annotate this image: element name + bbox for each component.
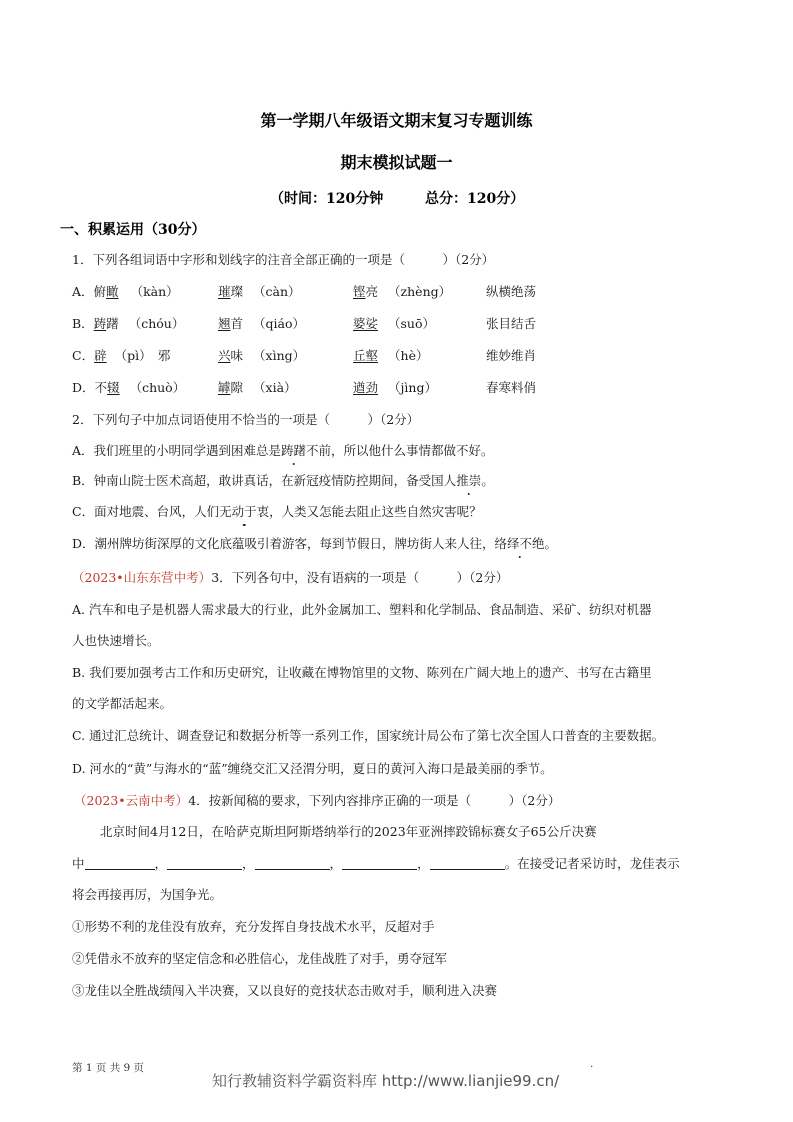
underlined-char: 翘 xyxy=(218,316,231,331)
pinyin: （càn） xyxy=(253,284,301,299)
text: 。 xyxy=(481,473,494,488)
underlined-char: 踌 xyxy=(93,316,107,331)
footer-watermark: 知行教辅资料学霸资料库 http://www.lianjie99.cn/ xyxy=(212,1072,560,1090)
q1-stem: 1．下列各组词语中字形和划线字的注音全部正确的一项是（ ）（2分） xyxy=(72,252,495,267)
separator: ， xyxy=(154,856,168,871)
text: 。在接受记者采访时，龙佳表示 xyxy=(504,856,680,871)
dotted-word: 无动于衷 xyxy=(219,504,270,519)
text: A．我们班里的小明同学遇到困难总是 xyxy=(72,443,282,458)
pinyin: （qiáo） xyxy=(253,316,306,331)
document-subtitle: 期末模拟试题一 xyxy=(340,153,453,172)
underlined-char: 辟 xyxy=(94,348,107,363)
source-tag: （2023•云南中考） xyxy=(74,793,189,808)
dotted-word: 推崇 xyxy=(456,473,482,488)
pinyin: （zhèng） xyxy=(388,284,452,299)
text: 不前，所以他什么事情都做不好。 xyxy=(306,443,494,458)
separator: ， xyxy=(329,856,343,871)
q4-passage-line3: 将会再接再厉，为国争光。 xyxy=(72,887,223,902)
q4-stem xyxy=(74,792,560,810)
text: D．潮州牌坊街深厚的文化底蕴吸引着游客，每到节假日，牌坊街人来人往， xyxy=(72,536,495,551)
pinyin: （pì） 邪 xyxy=(114,348,171,363)
separator: ， xyxy=(242,856,255,871)
text: 中 xyxy=(72,856,85,871)
q3-option-d: D. 河水的“黄”与海水的“蓝”缠绕交汇又泾渭分明，夏日的黄河入海口是最美丽的季节。 xyxy=(72,761,553,776)
option-label: C． xyxy=(72,348,95,363)
underlined-char: 罅 xyxy=(218,380,231,395)
option-label: A． xyxy=(72,284,94,299)
pinyin: （hè） xyxy=(388,348,429,363)
q2-option-a xyxy=(72,442,494,460)
q2-option-b xyxy=(72,472,494,490)
pinyin: （suō） xyxy=(388,316,436,331)
word-part: 躇 xyxy=(106,316,119,331)
underlined-char: 遒劲 xyxy=(353,380,379,395)
option-label: B． xyxy=(72,316,94,331)
pinyin: （xìng） xyxy=(253,348,306,363)
q3-option-b-line1: B. 我们要加强考古工作和历史研究，让收藏在博物馆里的文物、陈列在广阔大地上的遗产、书写在古籍里 xyxy=(72,665,652,680)
word: 春寒料俏 xyxy=(486,380,537,395)
word: 维妙维肖 xyxy=(486,348,537,363)
text: ，人类又怎能去阻止这些自然灾害呢？ xyxy=(269,504,482,519)
separator: ， xyxy=(417,856,430,871)
footer-dot: . xyxy=(590,1058,594,1070)
answer-blank-5[interactable] xyxy=(430,855,505,870)
stem-text: 3．下列各句中，没有语病的一项是（ ）（2分） xyxy=(211,570,509,585)
underlined-char: 璀 xyxy=(218,284,231,299)
underlined-char: 辍 xyxy=(107,380,120,395)
q3-stem xyxy=(72,569,508,587)
pinyin: （jìng） xyxy=(388,380,437,395)
q3-option-b-line2: 的文学都活起来。 xyxy=(72,696,173,711)
word: 张目结舌 xyxy=(486,316,537,331)
word-part: 俯 xyxy=(93,284,107,299)
answer-blank-3[interactable] xyxy=(255,855,330,870)
pinyin: （chóu） xyxy=(128,316,185,331)
text: 。 xyxy=(544,536,558,551)
text: C．面对地震、台风，人们 xyxy=(72,504,220,519)
q3-option-a-line2: 人也快速增长。 xyxy=(72,633,160,648)
score-info: 总分：120分） xyxy=(425,191,525,207)
underlined-char: 婆娑 xyxy=(353,316,379,331)
page-number: 第 1 页 共 9 页 xyxy=(72,1062,145,1074)
answer-blank-1[interactable] xyxy=(85,855,155,870)
text: B．钟南山院士医术高超，敢讲真话，在新冠疫情防控期间，备受国人 xyxy=(72,473,457,488)
word: 纵横绝荡 xyxy=(486,284,537,299)
q4-passage-line2 xyxy=(72,855,680,873)
section-heading: 一、积累运用（30分） xyxy=(60,222,206,238)
underlined-char: 瞰 xyxy=(106,284,119,299)
document-title: 第一学期八年级语文期末复习专题训练 xyxy=(260,111,533,130)
q3-option-a-line1: A. 汽车和电子是机器人需求最大的行业，此外金属加工、塑料和化学制品、食品制造、采矿、纺织对机器 xyxy=(72,602,652,617)
dotted-word: 络绎不绝 xyxy=(494,536,545,551)
stem-text: 4．按新闻稿的要求，下列内容排序正确的一项是（ ）（2分） xyxy=(188,793,561,808)
answer-blank-4[interactable] xyxy=(342,855,417,870)
dotted-word: 踌躇 xyxy=(281,443,307,458)
word-part: 不 xyxy=(94,380,108,395)
underlined-char: 兴 xyxy=(218,348,231,363)
answer-blank-2[interactable] xyxy=(167,855,242,870)
option-label: D． xyxy=(72,380,95,395)
q4-item-2: ②凭借永不放弃的坚定信念和必胜信心，龙佳战胜了对手，勇夺冠军 xyxy=(72,951,448,966)
word-part: 首 xyxy=(230,316,244,331)
pinyin: （chuò） xyxy=(129,380,186,395)
underlined-char: 铿 xyxy=(353,284,366,299)
source-tag: （2023•山东东营中考） xyxy=(72,570,212,585)
word-part: 亮 xyxy=(365,284,379,299)
pinyin: （kàn） xyxy=(130,284,179,299)
q2-option-c xyxy=(72,503,482,521)
underlined-char: 丘壑 xyxy=(353,348,379,363)
q3-option-c: C. 通过汇总统计、调查登记和数据分析等一系列工作，国家统计局公布了第七次全国人口普查的主要数据。 xyxy=(72,728,665,743)
word-part: 味 xyxy=(230,348,244,363)
q4-item-1: ①形势不利的龙佳没有放弃，充分发挥自身技战术水平，反超对手 xyxy=(72,919,435,934)
word-part: 隙 xyxy=(230,380,244,395)
q2-option-d xyxy=(72,535,557,553)
word-part: 璨 xyxy=(230,284,244,299)
time-info: （时间：120分钟 xyxy=(270,191,384,207)
q2-stem: 2．下列句子中加点词语使用不恰当的一项是（ ）（2分） xyxy=(72,412,420,427)
pinyin: （xià） xyxy=(253,380,297,395)
q4-item-3: ③龙佳以全胜战绩闯入半决赛，又以良好的竞技状态击败对手，顺利进入决赛 xyxy=(72,983,498,998)
q4-passage-line1: 北京时间4月12日，在哈萨克斯坦阿斯塔纳举行的2023年亚洲摔跤锦标赛女子65公斤决赛 xyxy=(100,824,597,839)
